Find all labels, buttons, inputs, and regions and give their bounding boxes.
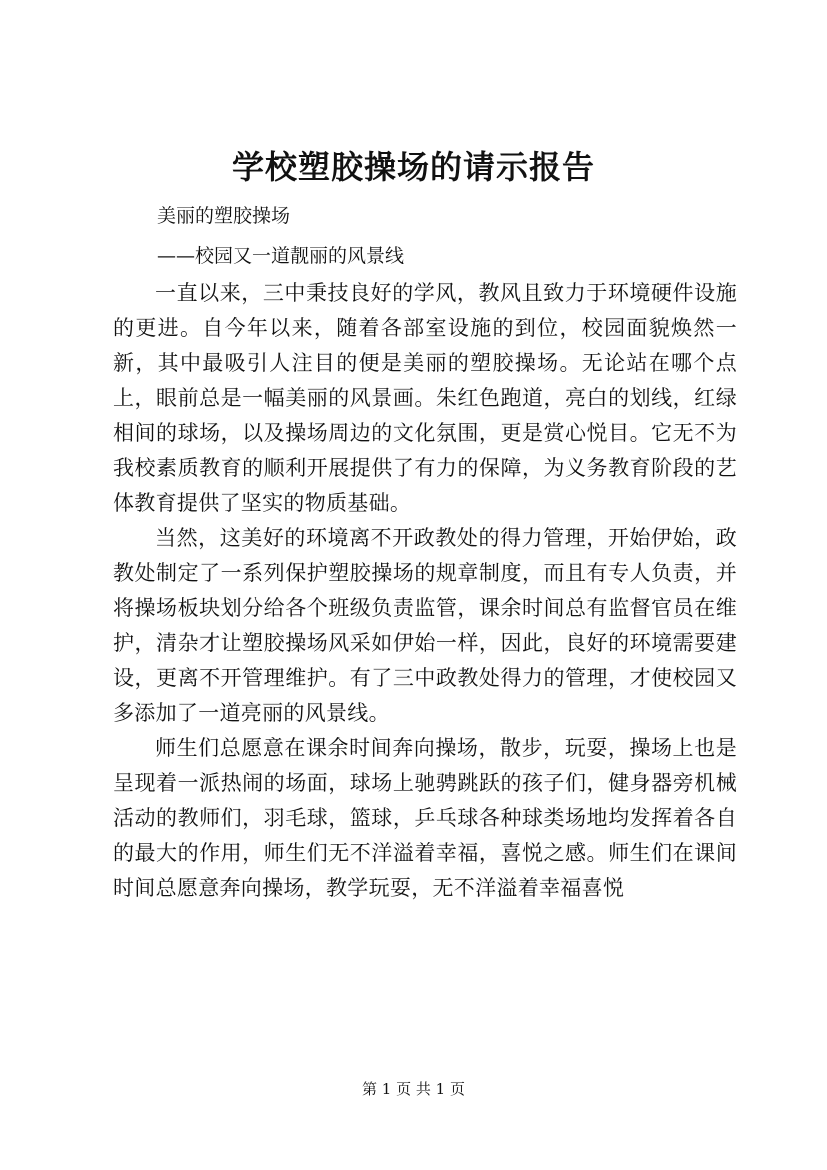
page-number-footer: 第 1 页 共 1 页 — [362, 1080, 465, 1098]
paragraph-3: 师生们总愿意在课余时间奔向操场，散步，玩耍，操场上也是呈现着一派热闹的场面，球场上驰骋跳跃的孩子们，健身器旁机械活动的教师们，羽毛球，篮球，乒乓球各种球类场地均发挥着各自的最大的作用，师生们无不洋溢着幸福，喜悦之感。师生们在课间时间总愿意奔向操场，教学玩耍，无不洋溢着幸福喜悦 — [113, 736, 737, 900]
document-title: 学校塑胶操场的请示报告 — [231, 148, 595, 186]
paragraph-1: 一直以来，三中秉技良好的学风，教风且致力于环境硬件设施的更进。自今年以来，随着各部室设施的到位，校园面貌焕然一新，其中最吸引人注目的便是美丽的塑胶操场。无论站在哪个点上，眼前总是一幅美丽的风景画。朱红色跑道，亮白的划线，红绿相间的球场，以及操场周边的文化氛围，更是赏心悦目。它无不为我校素质教育的顺利开展提供了有力的保障，为义务教育阶段的艺体教育提供了坚实的物质基础。 — [113, 281, 737, 515]
subtitle-line-1: 美丽的塑胶操场 — [157, 205, 291, 227]
paragraph-2: 当然，这美好的环境离不开政教处的得力管理，开始伊始，政教处制定了一系列保护塑胶操场的规章制度，而且有专人负责，并将操场板块划分给各个班级负责监管，课余时间总有监督官员在维护，清杂才让塑胶操场风采如伊始一样，因此，良好的环境需要建设，更离不开管理维护。有了三中政教处得力的管理，才使校园又多添加了一道亮丽的风景线。 — [113, 526, 737, 725]
document-body — [113, 276, 737, 906]
subtitle-line-2: ——校园又一道靓丽的风景线 — [157, 245, 405, 267]
